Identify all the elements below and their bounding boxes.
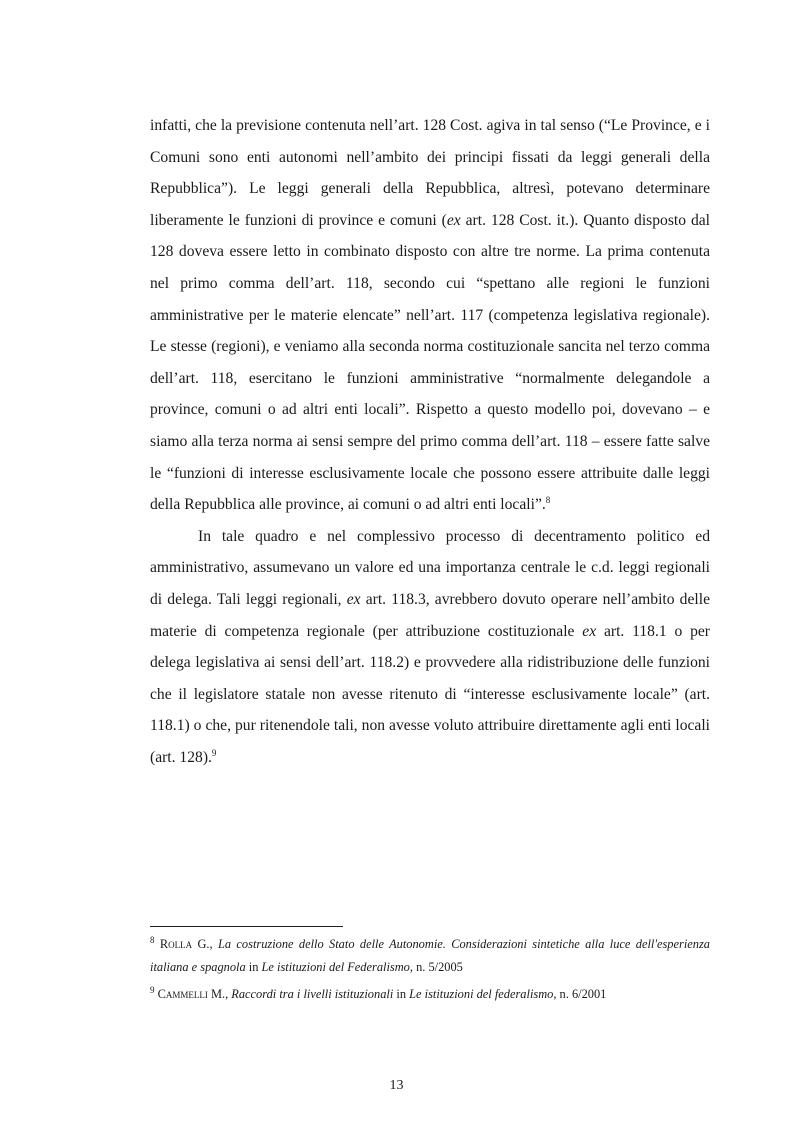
paragraph-2 — [150, 521, 710, 774]
paragraph-1-italic-ex: ex — [446, 211, 461, 229]
footnote-in: in — [393, 987, 410, 1001]
footnote-author: Cammelli M., — [157, 987, 229, 1001]
footnote-issue: , n. 6/2001 — [553, 987, 607, 1001]
paragraph-2-text-c: art. 118.1 o per delega legislativa ai sensi dell’art. 118.2) e provvedere alla ridistribuzione delle funzioni che il legislatore statale non avesse ritenuto di “interesse esclusivamente locale” (art. 118.1) o che, pur ritenendole tali, non avesse voluto attribuire direttamente agli enti locali (art. 128). — [150, 622, 710, 766]
paragraph-2-text-b: art. 118.3, avrebbero dovuto operare nell’ambito delle materie di competenza regionale (per attribuzione costituzionale — [150, 590, 710, 640]
paragraph-1-text-a: infatti, che la previsione contenuta nell’art. 128 Cost. agiva in tal senso (“Le Province, e i Comuni sono enti autonomi nell’ambito dei principi fissati da leggi generali della Repubblica”). Le leggi generali della Repubblica, altresì, potevano determinare liberamente le funzioni di province e comuni ( — [150, 117, 710, 229]
paragraph-1 — [150, 110, 710, 521]
footnote-journal: Le istituzioni del federalismo — [409, 987, 554, 1001]
footnote-author: Rolla G., — [159, 937, 213, 951]
paragraph-2-text-a: In tale quadro e nel complessivo processo di decentramento politico ed amministrativo, assumevano un valore ed una importanza centrale le c.d. leggi regionali di delega. Tali leggi regionali, — [150, 527, 710, 608]
footnote-title: La costruzione dello Stato delle Autonomie. Considerazioni sintetiche alla luce dell'esperienza italiana e spagnola — [150, 937, 710, 974]
paragraph-1-text-b: art. 128 Cost. it.). Quanto disposto dal 128 doveva essere letto in combinato disposto con altre tre norme. La prima contenuta nel primo comma dell’art. 118, secondo cui “spettano alle regioni le funzioni amministrative per le materie elencate” nell’art. 117 (competenza legislativa regionale). Le stesse (regioni), e veniamo alla seconda norma costituzionale sancita nel terzo comma dell’art. 118, esercitano le funzioni amministrative “normalmente delegandole a province, comuni o ad altri enti locali”. Rispetto a questo modello poi, dovevano – e siamo alla terza norma ai sensi sempre del primo comma dell’art. 118 – essere fatte salve le “funzioni di interesse esclusivamente locale che possono essere attribuite dalle leggi della Repubblica alle province, ai comuni o ad altri enti locali”. — [150, 211, 710, 514]
footnote-9 — [150, 983, 710, 1006]
footnote-ref-9[interactable]: 9 — [211, 747, 217, 758]
footnote-in: in — [245, 960, 262, 974]
footnote-number: 8 — [150, 934, 155, 945]
footnote-ref-8[interactable]: 8 — [545, 494, 551, 505]
paragraph-2-italic-ex-1: ex — [346, 590, 361, 608]
footnotes — [150, 933, 710, 1010]
footnote-8 — [150, 933, 710, 979]
footnote-issue: , n. 5/2005 — [409, 960, 463, 974]
footnote-separator — [150, 926, 343, 927]
footnote-journal: Le istituzioni del Federalismo — [261, 960, 410, 974]
page-number: 13 — [389, 1078, 404, 1093]
footnote-number: 9 — [150, 984, 155, 995]
page-body — [150, 110, 710, 773]
footnote-title: Raccordi tra i livelli istituzionali — [231, 987, 394, 1001]
paragraph-2-italic-ex-2: ex — [582, 622, 597, 640]
